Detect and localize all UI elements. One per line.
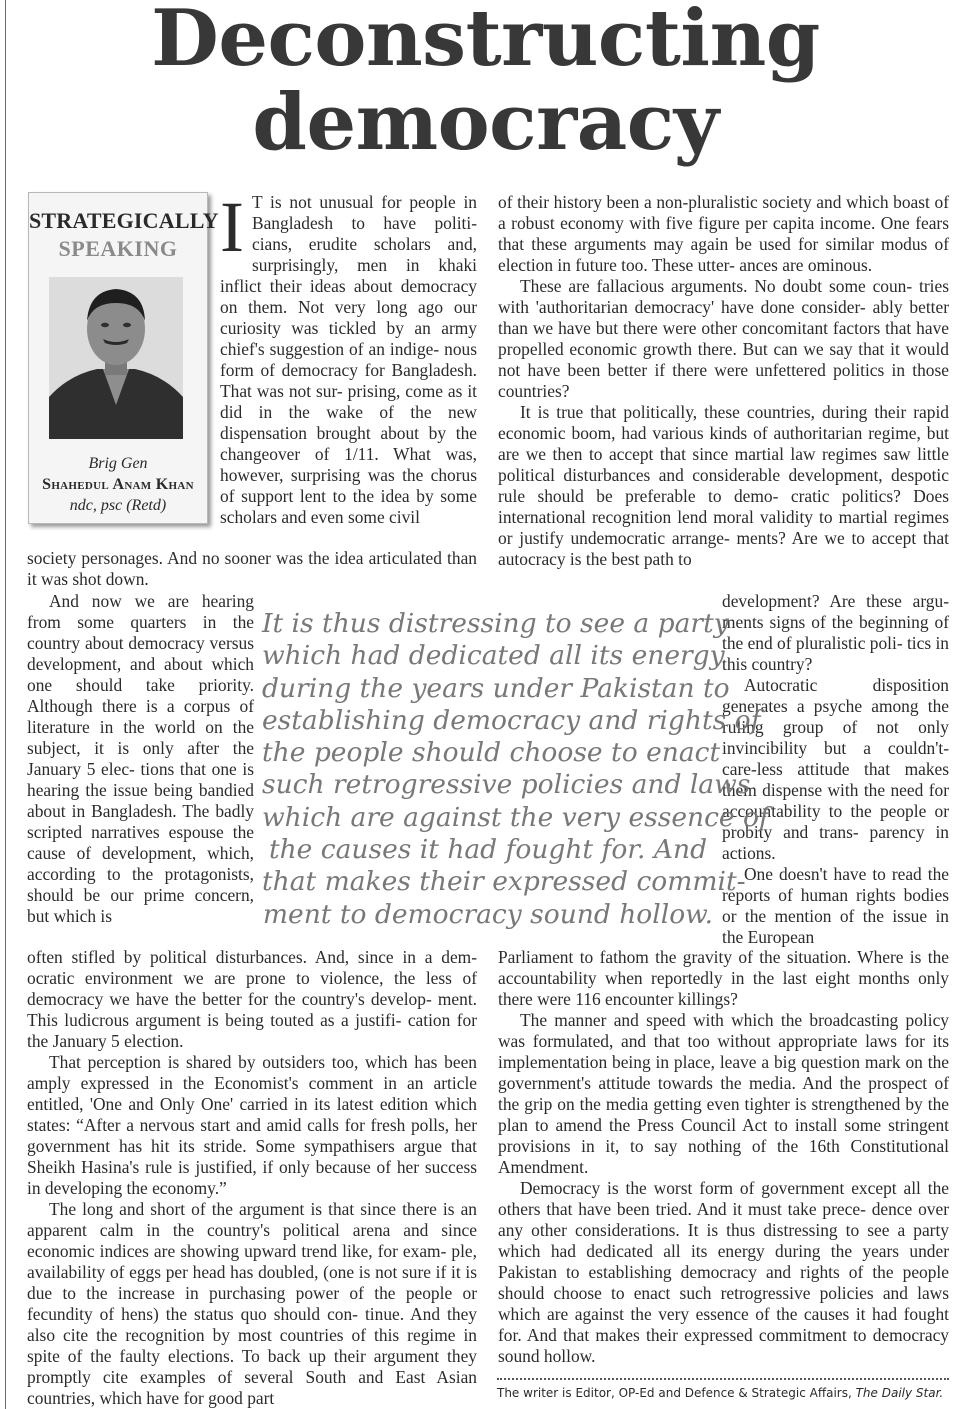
footnote-publication: The Daily Star.	[855, 1386, 944, 1400]
column-1-intro-tail	[27, 548, 477, 590]
footnote-divider	[497, 1378, 949, 1380]
paragraph: development? Are these argu- ments signs of the beginning of the end of pluralistic poli- tics in this country?	[722, 591, 949, 674]
author-name: Shahedul Anam Khan	[42, 476, 194, 493]
pull-quote-line: the people should choose to enact	[262, 737, 721, 769]
paragraph: T is not unusual for people in Bangladesh to have politi- cians, erudite scholars and, surprisingly, men in khaki inflict their ideas about democracy on them. Not very long ago our curiosity was tickled by an army chief's suggestion of an indige- nous form of democracy for Bangladesh. That was not sur- prising, come as it did in the wake of the new dispensation brought about by the changeover of 1/11. What was, however, surprising was the chorus of support lent to the idea by some scholars and even some civil	[220, 192, 477, 527]
paragraph: And now we are hearing from some quarters in the country about democracy versus development, and about which one should take priority. Although there is a corpus of literature in the world on the subject, it is only after the January 5 elec- tions that one is hearing the issue being bandied about in Bangladesh. The badly scripted narratives espouse the cause of development, which, according to the protagonists, should be our prime concern, but which is	[27, 591, 254, 926]
pull-quote-line: such retrogressive policies and laws	[262, 769, 751, 801]
column-1-bottom	[27, 947, 477, 1409]
column-2-narrow	[722, 591, 949, 948]
pull-quote-line: establishing democracy and rights of	[262, 704, 761, 736]
column-2-top	[498, 192, 949, 570]
column-rule	[5, 0, 6, 1409]
column-1-intro	[220, 187, 477, 528]
headline-line-2: democracy	[252, 77, 719, 168]
pull-quote-line: that makes their expressed commit-	[262, 866, 746, 898]
pull-quote-line: which had dedicated all its energy	[262, 640, 725, 672]
paragraph: It is true that politically, these countries, during their rapid economic boom, had various kinds of authoritarian regime, but are we then to accept that since martial law regimes saw little political disturbances and considerable development, despotic rule should be preferable to demo- cratic politics? Does international recognition lend moral validity to martial regimes or justify undemocratic arrange- ments? Are we to accept that autocracy is the best path to	[498, 402, 949, 569]
author-rank: Brig Gen	[88, 455, 148, 472]
paragraph: Autocratic disposition generates a psyche among the ruling group of not only invincibility but a couldn't- care-less attitude that makes them dispense with the need for accountability to the people or probity and trans- parency in actions.	[722, 675, 949, 863]
pull-quote-line: during the years under Pakistan to	[262, 672, 730, 704]
author-portrait	[49, 277, 183, 439]
paragraph: often stifled by political disturbances. And, since in a dem- ocratic environment we are prone to violence, the less of democracy we have the better for the country's develop- ment. This ludicrous argument is being touted as a justifi- cation for the January 5 election.	[27, 947, 477, 1051]
headline-line-1: Deconstructing	[151, 0, 820, 84]
paragraph: These are fallacious arguments. No doubt some coun- tries with 'authoritarian democracy' have done consider- ably better than we have but there were other concomitant factors that have propelled economic growth there. But can we say that it would not have been better if there were unfettered politics in those countries?	[498, 276, 949, 401]
paragraph: That perception is shared by outsiders too, which has been amply expressed in the Economist's comment in an article entitled, 'One and Only One' carried in its latest edition which states: “After a nervous start and amid calls for fresh polls, her government has hit its stride. Some sympathisers argue that Sheikh Hasina's rule is justified, if only because of her success in developing the economy.”	[27, 1052, 477, 1198]
column-2-bottom	[498, 947, 949, 1367]
column-1-narrow	[27, 591, 254, 927]
pull-quote-line: ment to democracy sound hollow.	[262, 898, 714, 930]
paragraph: Democracy is the worst form of government except all the others that have been tried. And it must take prece- dence over any other considerations. It is thus distressing to see a party which had dedicated all its energy during the years under Pakistan to establishing democracy and rights of the people should choose to enact such retrogressive policies and laws which are against the very essence of the causes it had fought for. And that makes their expressed commitment to democracy sound hollow.	[498, 1178, 949, 1366]
author-photo-image	[49, 277, 183, 439]
pull-quote-line: the causes it had fought for. And	[268, 834, 708, 866]
pull-quote-line: It is thus distressing to see a party	[262, 608, 729, 639]
footnote-text: The writer is Editor, OP-Ed and Defence & Strategic Affairs,	[497, 1386, 856, 1400]
pull-quote-line: which are against the very essence of	[262, 801, 769, 833]
paragraph: Parliament to fathom the gravity of the situation. Where is the accountability when reportedly in the last eight months only there were 116 encounter killings?	[498, 947, 949, 1009]
kicker-strategically: STRATEGICALLY	[29, 208, 219, 233]
writer-footnote	[497, 1386, 957, 1400]
author-box	[28, 192, 219, 524]
paragraph: One doesn't have to read the reports of human rights bodies or the mention of the issue in the European	[722, 864, 949, 947]
author-credentials: ndc, psc (Retd)	[69, 497, 167, 514]
paragraph: of their history been a non-pluralistic society and which boast of a robust economy with five figure per capita income. One fears that these arguments may again be used for similar modus of election in future too. These utter- ances are ominous.	[498, 192, 949, 275]
paragraph: The manner and speed with which the broadcasting policy was formulated, and that too without appropriate laws for its implementation being in place, leave a big question mark on the government's attitude towards the media. And the prospect of the grip on the media getting even tighter is strengthened by the plan to amend the Press Council Act to install some stringent provisions in it, to say nothing of the 16th Constitutional Amendment.	[498, 1010, 949, 1177]
paragraph: The long and short of the argument is that since there is an apparent calm in the country's political arena and since economic indices are showing upward trend like, for exam- ple, availability of eggs per head has doubled, (one is not sure if it is due to the increase in purchasing power of the people or fecundity of hens) the status quo should con- tinue. And they also cite the recognition by most countries of this regime in spite of the faulty elections. To back up their argument they promptly cite examples of several South and East Asian countries, which have for good part	[27, 1199, 477, 1408]
pull-quote	[262, 608, 769, 931]
kicker-speaking: SPEAKING	[58, 236, 178, 261]
drop-cap: I	[220, 187, 244, 267]
paragraph: society personages. And no sooner was the idea articulated than it was shot down.	[27, 548, 477, 589]
